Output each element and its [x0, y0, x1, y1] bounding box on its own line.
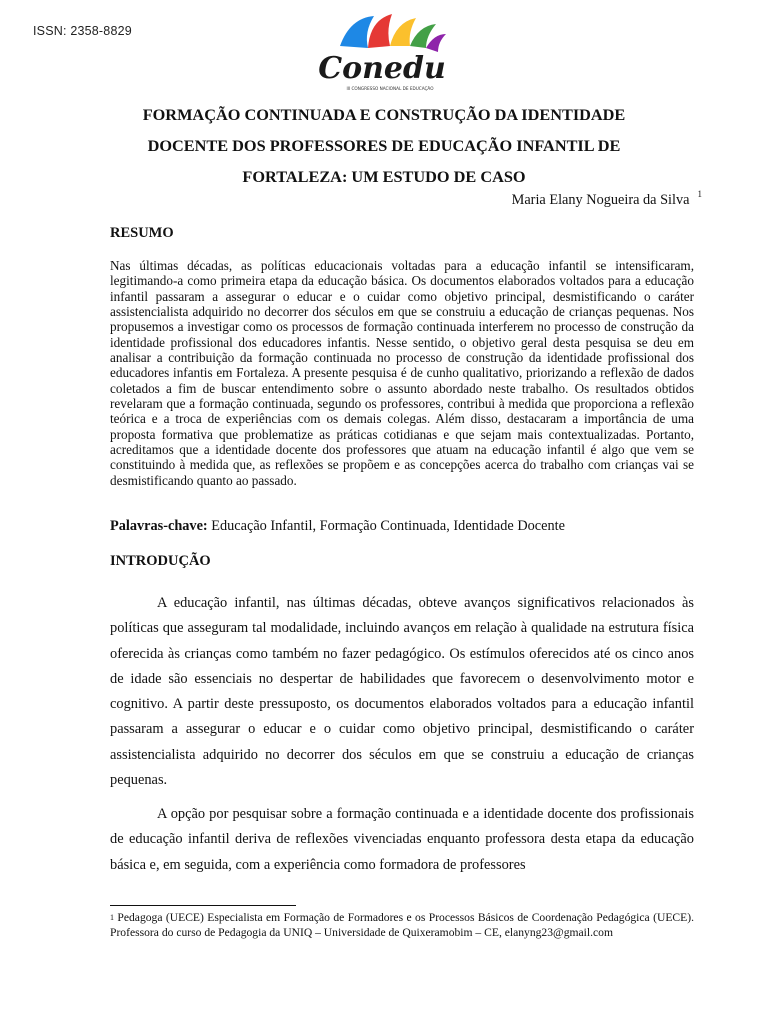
author-footnote-mark[interactable]: 1: [697, 189, 702, 199]
intro-paragraph-2: A opção por pesquisar sobre a formação continuada e a identidade docente dos profissionais de educação infantil deriva de reflexões vivenciadas enquanto professora desta etapa da educação básica e, em seguida, com a experiência como formadora de professores: [110, 806, 694, 873]
intro-paragraph-1: A educação infantil, nas últimas décadas, obteve avanços significativos relacionados às políticas que asseguram tal modalidade, incluindo avanços em relação à qualidade na estrutura física oferecida às crianças como também no fazer pedagógico. Os estímulos oferecidos até os cinco anos de idade são essenciais no despertar de habilidades que favorecem o desenvolvimento motor e cognitivo. A partir deste pressuposto, os documentos elaborados voltados para a educação infantil passaram a assegurar o educar e o cuidar como objetivo principal, desmistificando o caráter assistencialista adquirido no decorrer dos séculos em que se construiu a educação de crianças pequenas.: [110, 595, 694, 789]
logo-page-purple: [426, 34, 446, 52]
conedu-logo: [312, 12, 454, 94]
footnote-text: Pedagoga (UECE) Especialista em Formação de Formadores e os Processos Básicos de Coordenação Pedagógica (UECE). Professora do curso de Pedagogia da UNIQ – Universidade de Quixeramobim – CE, elanyng23@gmail.com: [110, 911, 694, 940]
title-line-1: FORMAÇÃO CONTINUADA E CONSTRUÇÃO DA IDENTIDADE: [142, 105, 626, 124]
issn-label: ISSN: 2358-8829: [33, 24, 132, 38]
keywords-values: Educação Infantil, Formação Continuada, Identidade Docente: [211, 518, 565, 534]
resumo-heading: RESUMO: [110, 225, 174, 241]
keywords-label: Palavras-chave:: [110, 518, 208, 534]
footnote: [110, 910, 694, 940]
footnote-mark: 1: [110, 913, 114, 922]
keywords-line: [110, 518, 565, 535]
title-line-2: DOCENTE DOS PROFESSORES DE EDUCAÇÃO INFANTIL DE: [147, 136, 621, 155]
paper-title: [96, 99, 672, 192]
author-line: [511, 189, 702, 209]
footnote-divider: [110, 905, 296, 906]
author-name: Maria Elany Nogueira da Silva: [511, 192, 690, 208]
introduction-heading: INTRODUÇÃO: [110, 553, 211, 569]
abstract-text: Nas últimas décadas, as políticas educacionais voltadas para a educação infantil se intensificaram, legitimando-a como primeira etapa da educação básica. Os documentos elaborados voltados para a educação infantil passaram a assegurar o educar e o cuidar como objetivo principal, desmistificando o caráter assistencialista adquirido no decorrer dos séculos em que se construiu a educação de crianças pequenas. Nos propusemos a investigar como os processos de formação continuada interferem no processo de construção da identidade profissional dos educadores infantis. Nesse sentido, o objetivo geral desta pesquisa se deu em analisar a contribuição da formação continuada no processo de construção da identidade profissional dos educadores infantis em Fortaleza. A presente pesquisa é de cunho qualitativo, priorizando a reflexão de dados coletados a fim de buscar entendimento sobre o assunto abordado neste trabalho. Os resultados obtidos revelaram que a formação continuada, segundo os professores, contribui à medida que proporciona a reflexão teórica e a troca de experiências com os demais colegas. Além disso, destacaram a importância de uma proposta formativa que problematize as práticas cotidianas e que sejam mais contextualizadas. Portanto, acreditamos que a identidade docente dos professores que atuam na educação infantil é algo que vem se constituindo à medida que, as reflexões se propõem e as concepções acerca do trabalho com crianças vai se desmistificando quanto ao passado.: [110, 258, 694, 488]
title-line-3: FORTALEZA: UM ESTUDO DE CASO: [242, 167, 526, 186]
logo-subtitle: III CONGRESSO NACIONAL DE EDUCAÇÃO: [346, 86, 434, 91]
logo-wordmark: Conedu: [318, 51, 446, 86]
